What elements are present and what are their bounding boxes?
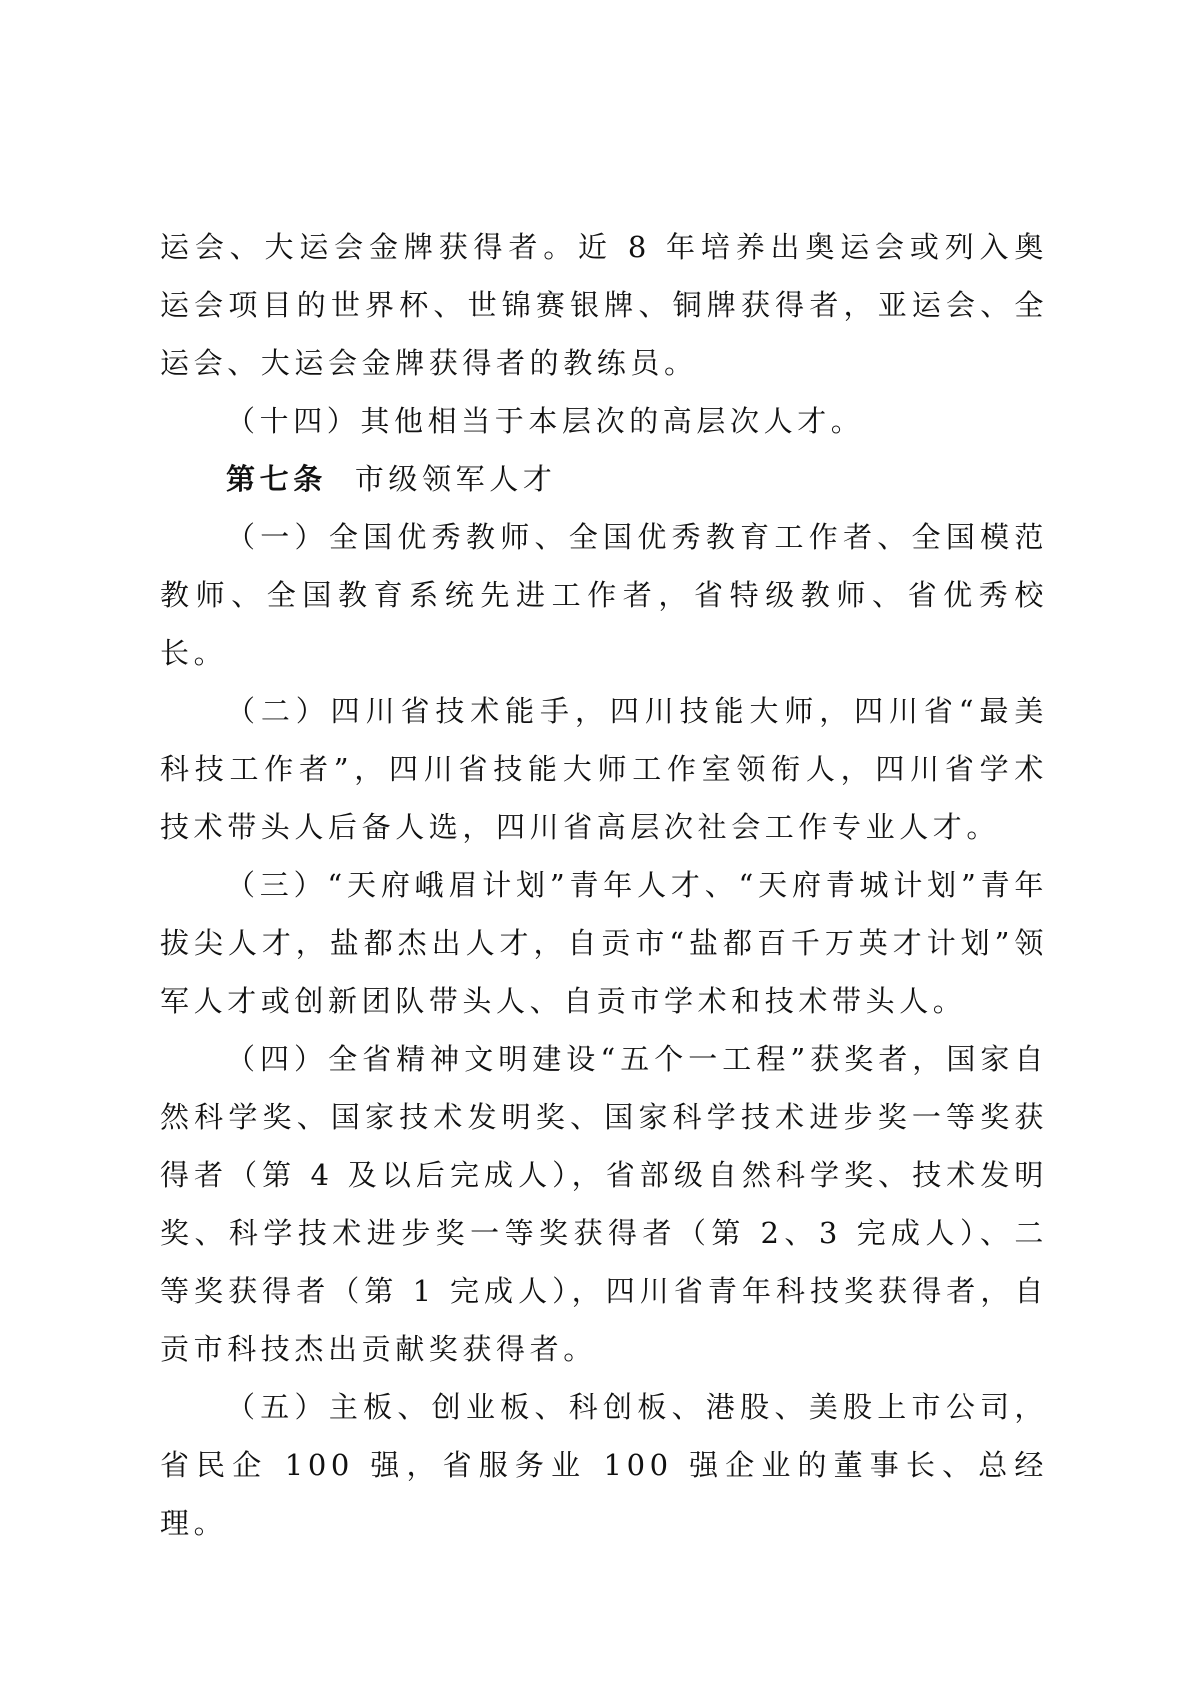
article-number: 第七条 bbox=[226, 462, 327, 496]
document-body bbox=[160, 218, 1048, 1552]
article-heading bbox=[160, 450, 1048, 508]
paragraph-item-3: （三）“天府峨眉计划”青年人才、“天府青城计划”青年拔尖人才，盐都杰出人才，自贡市“盐都百千万英才计划”领军人才或创新团队带头人、自贡市学术和技术带头人。 bbox=[160, 868, 1048, 1018]
paragraph-item-4: （四）全省精神文明建设“五个一工程”获奖者，国家自然科学奖、国家技术发明奖、国家科学技术进步奖一等奖获得者（第 4 及以后完成人），省部级自然科学奖、技术发明奖、科学技术进步奖一等奖获得者（第 2、3 完成人）、二等奖获得者（第 1 完成人），四川省青年科技奖获得者，自贡市科技杰出贡献奖获得者。 bbox=[160, 1042, 1048, 1366]
article-title-text: 市级领军人才 bbox=[354, 462, 557, 496]
paragraph-continuation: 运会、大运会金牌获得者。近 8 年培养出奥运会或列入奥运会项目的世界杯、世锦赛银牌、铜牌获得者，亚运会、全运会、大运会金牌获得者的教练员。 bbox=[160, 230, 1048, 380]
paragraph-item-1: （一）全国优秀教师、全国优秀教育工作者、全国模范教师、全国教育系统先进工作者，省特级教师、省优秀校长。 bbox=[160, 520, 1048, 670]
paragraph-item-14: （十四）其他相当于本层次的高层次人才。 bbox=[226, 404, 865, 438]
paragraph-item-2: （二）四川省技术能手，四川技能大师，四川省“最美科技工作者”，四川省技能大师工作室领衔人，四川省学术技术带头人后备人选，四川省高层次社会工作专业人才。 bbox=[160, 694, 1048, 844]
paragraph-item-5: （五）主板、创业板、科创板、港股、美股上市公司，省民企 100 强，省服务业 100 强企业的董事长、总经理。 bbox=[160, 1390, 1048, 1540]
